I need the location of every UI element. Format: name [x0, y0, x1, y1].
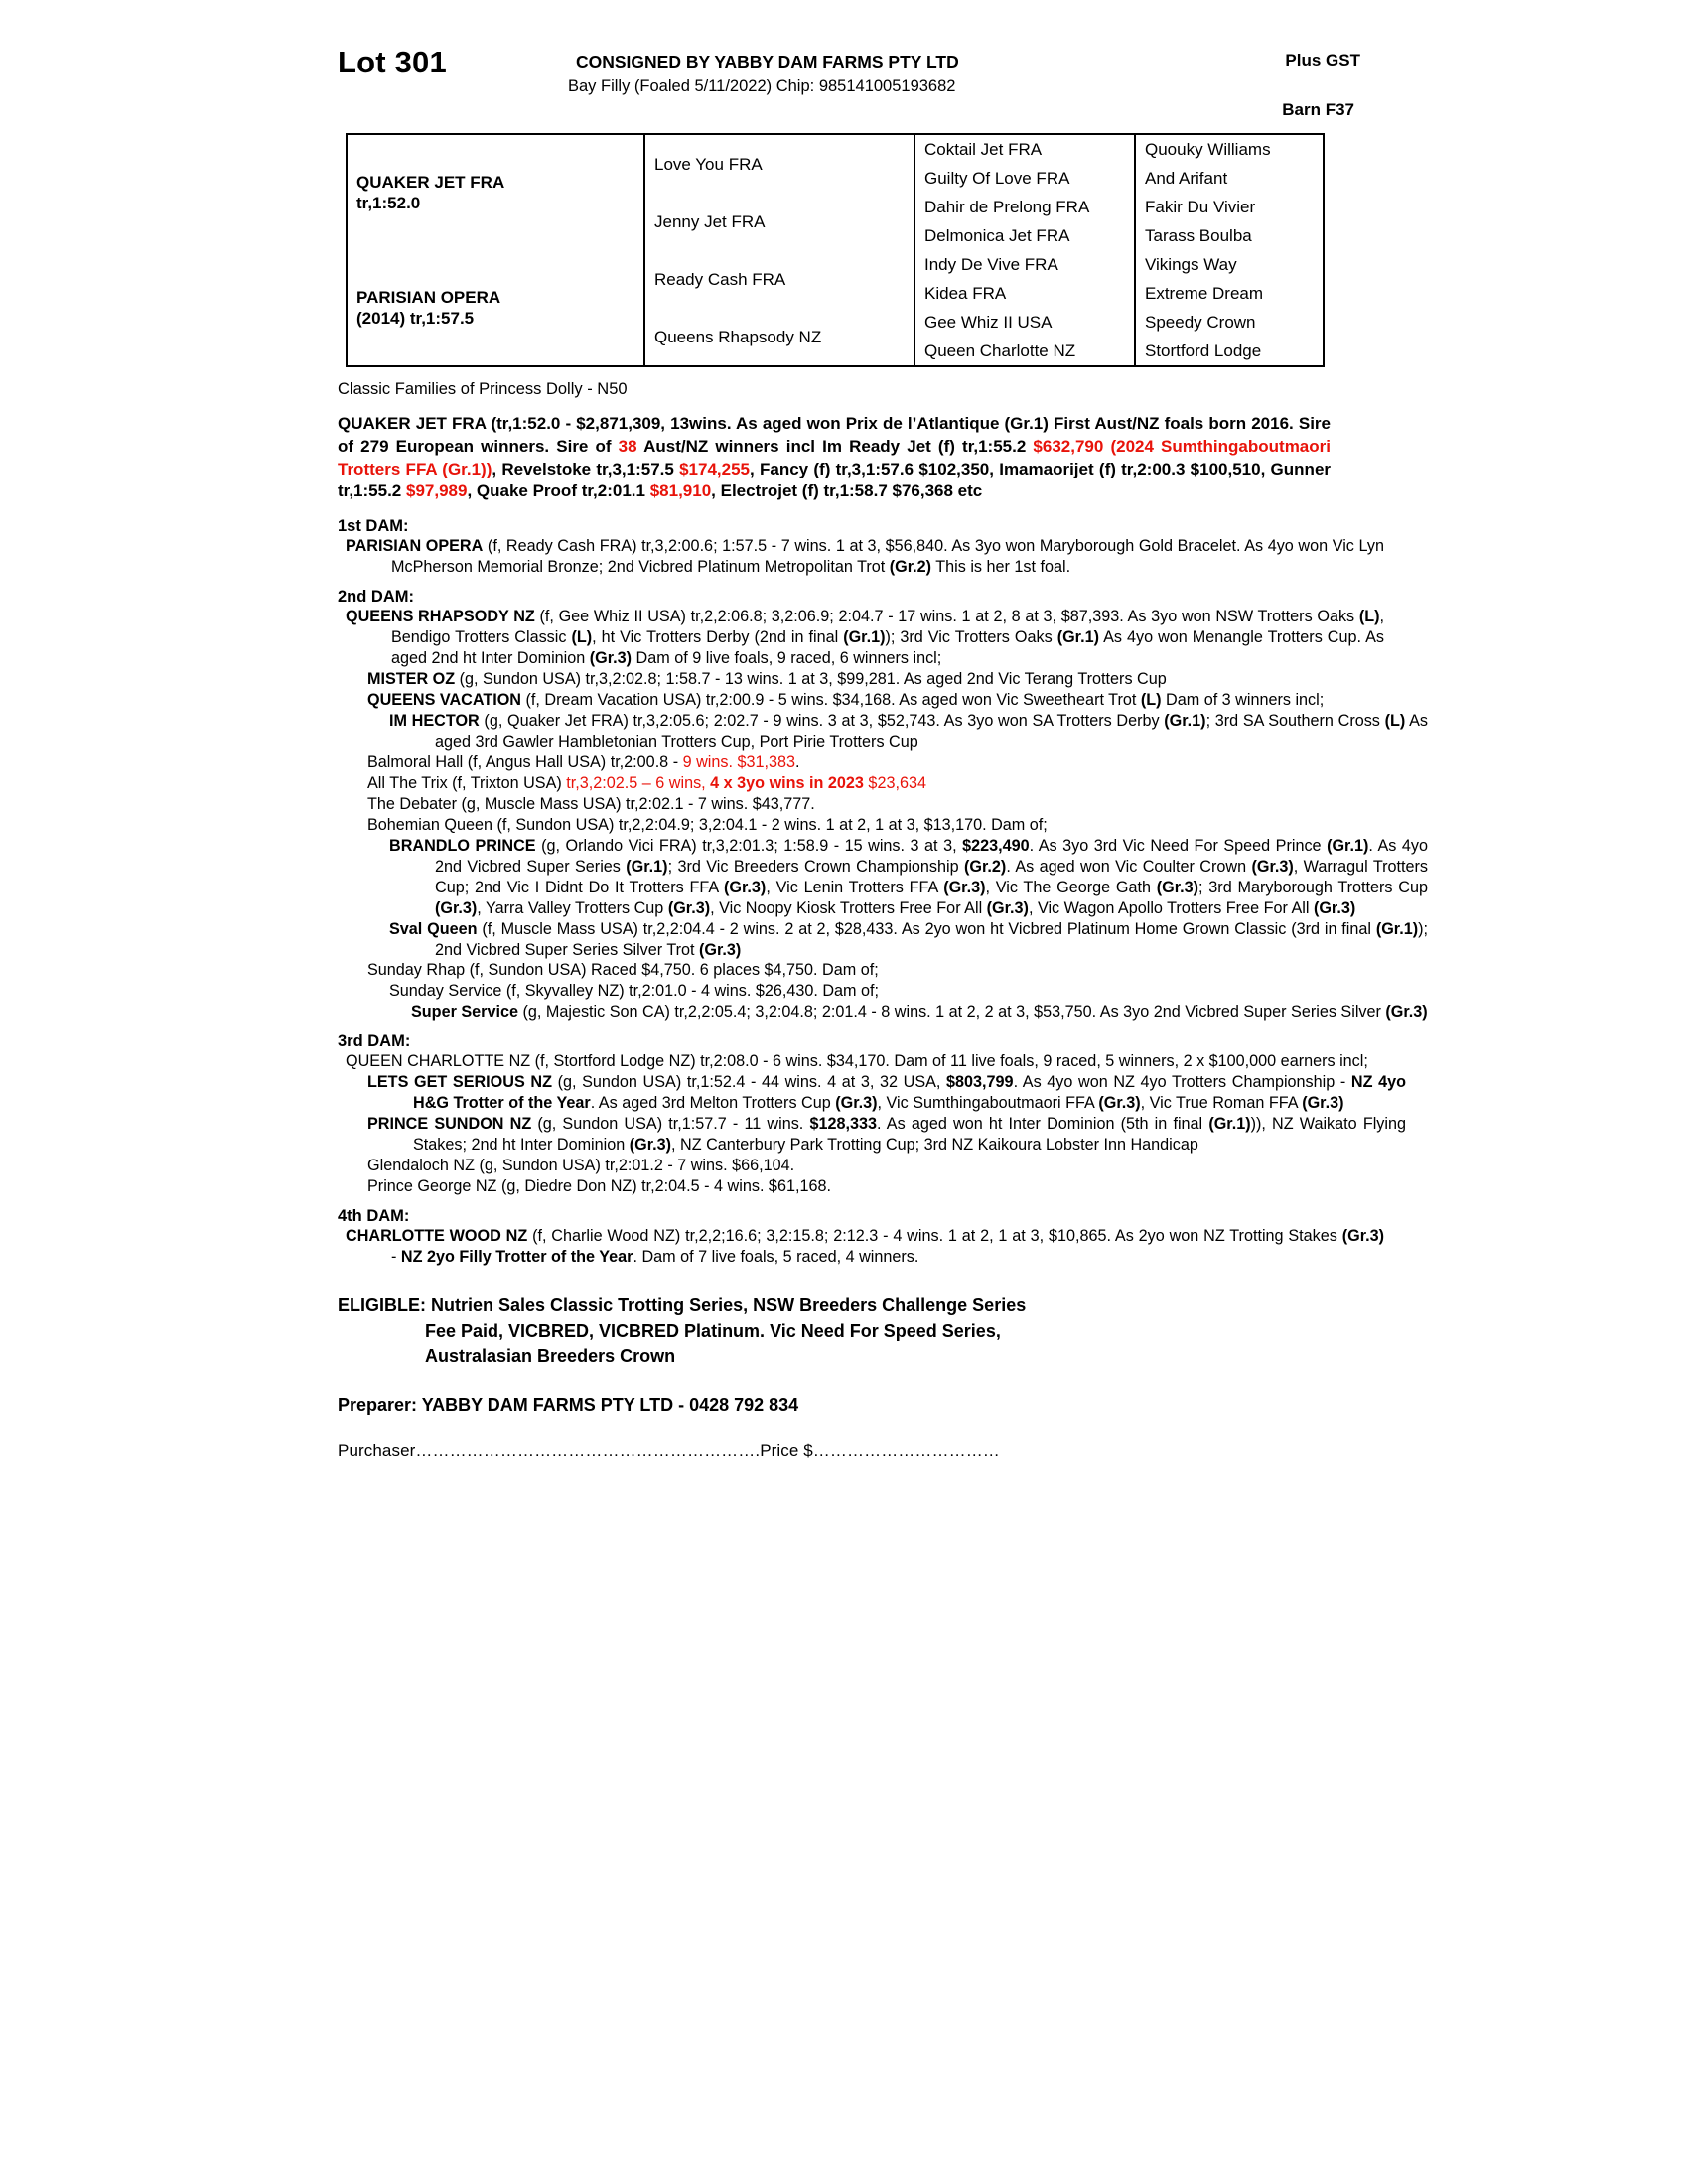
text-run: Prince George NZ (g, Diedre Don NZ) tr,2:04.5 - 4 wins. $61,168. [367, 1177, 831, 1196]
text-run: Sval Queen [389, 919, 478, 938]
pedigree-entry [346, 536, 1384, 578]
dam-section-label: 3rd DAM: [338, 1032, 411, 1051]
text-run: MISTER OZ [367, 669, 456, 688]
pedigree-entry [346, 607, 1384, 669]
text-run: CHARLOTTE WOOD NZ [346, 1227, 528, 1246]
text-run: Dam of 9 live foals, 9 raced, 6 winners incl; [632, 648, 942, 667]
text-run: , Fancy (f) tr,3,1:57.6 $102,350, Imamaorijet (f) tr,2:00.3 $100,510, Gunner tr,1:55.2 [338, 459, 1332, 501]
pedigree-cell: Ready Cash FRA [654, 269, 786, 289]
text-run: , Revelstoke tr,3,1:57.5 [492, 459, 680, 478]
text-run: Sunday Rhap (f, Sundon USA) Raced $4,750. 6 places $4,750. Dam of; [367, 961, 879, 980]
page-header [338, 45, 1360, 129]
barn-label: Barn F37 [1282, 100, 1354, 119]
pedigree-cell: Vikings Way [1145, 255, 1237, 274]
text-run: . As 4yo won NZ 4yo Trotters Championship - [1013, 1073, 1351, 1092]
pedigree-cell: Speedy Crown [1145, 313, 1256, 332]
text-run: LETS GET SERIOUS NZ [367, 1073, 552, 1092]
text-run: (Gr.1) [1375, 919, 1419, 938]
lot-number: Lot 301 [338, 45, 447, 79]
text-run: ; 3rd Maryborough Trotters Cup [1198, 878, 1428, 896]
preparer-line: Preparer: YABBY DAM FARMS PTY LTD - 0428 792 834 [338, 1394, 799, 1415]
pedigree-cell: Love You FRA [654, 154, 763, 174]
text-run: (Gr.3) [629, 1136, 672, 1155]
pedigree-entry [367, 815, 1406, 836]
text-run: (Gr.3) [435, 898, 478, 917]
eligible-line-2: Fee Paid, VICBRED, VICBRED Platinum. Vic Need For Speed Series, [425, 1320, 1001, 1341]
text-run: , ht Vic Trotters Derby (2nd in final [592, 627, 844, 646]
text-run: Aust/NZ winners incl Im Ready Jet (f) tr,1:55.2 [636, 436, 1034, 456]
text-run: (Gr.1) [1164, 711, 1206, 730]
catalogue-sheet [338, 45, 1429, 1461]
pedigree-entry [346, 1226, 1384, 1268]
eligible-block [338, 1294, 1321, 1370]
text-run: , Bendigo Trotters Classic [391, 608, 1385, 646]
text-run: This is her 1st foal. [931, 558, 1071, 577]
text-run: (f, Gee Whiz II USA) tr,2,2:06.8; 3,2:06.9; 2:04.7 - 17 wins. 1 at 2, 8 at 3, $87,393. As 3yo won NSW Trotters Oaks [534, 608, 1359, 625]
pedigree-col-grandparents [645, 135, 915, 365]
dam-block [348, 250, 643, 365]
text-run: (Gr.3) [1251, 857, 1294, 876]
text-run: Dam of 3 winners incl; [1161, 690, 1325, 709]
text-run: (Gr.3) [1156, 878, 1199, 896]
text-run: QUEEN CHARLOTTE NZ (f, Stortford Lodge NZ) tr,2:08.0 - 6 wins. $34,170. Dam of 11 live foals, 9 raced, 5 winners, 2 x $100,000 earners incl; [346, 1052, 1368, 1071]
text-run: ; 3rd SA Southern Cross [1205, 711, 1385, 730]
pedigree-entry [367, 690, 1406, 711]
plus-gst-label: Plus GST [1285, 51, 1360, 69]
text-run: PRINCE SUNDON NZ [367, 1115, 532, 1134]
text-run: (Gr.1) [1327, 836, 1369, 855]
text-run: 4 x 3yo wins in 2023 [710, 773, 864, 792]
purchaser-line: Purchaser…………………………………………………….Price $…………………………… [338, 1440, 1000, 1460]
sire-block [348, 135, 643, 250]
eligible-line-3: Australasian Breeders Crown [425, 1346, 676, 1367]
dam-name: PARISIAN OPERA [356, 287, 501, 307]
text-run: $128,333 [809, 1115, 878, 1134]
text-run: ); 3rd Vic Trotters Oaks [885, 627, 1057, 646]
consignor-line: CONSIGNED BY YABBY DAM FARMS PTY LTD [576, 52, 959, 71]
pedigree-entry [367, 669, 1406, 690]
pedigree-entry [389, 711, 1428, 752]
text-run: (g, Sundon USA) tr,1:52.4 - 44 wins. 4 at 3, 32 USA, [551, 1073, 947, 1092]
pedigree-entry [367, 1156, 1406, 1176]
pedigree-entry [367, 1072, 1406, 1114]
text-run: (Gr.3) [1302, 1094, 1344, 1113]
text-run: tr,3,2:02.5 – 6 wins, [566, 773, 711, 792]
pedigree-cell: Queens Rhapsody NZ [654, 327, 822, 346]
text-run: (g, Quaker Jet FRA) tr,3,2:05.6; 2:02.7 - 9 wins. 3 at 3, $52,743. As 3yo won SA Trotters Derby [479, 711, 1165, 730]
pedigree-col-great-grandparents [915, 135, 1136, 365]
text-run: (Gr.3) [986, 898, 1029, 917]
pedigree-entry [389, 919, 1428, 961]
text-run: (Gr.3) [1313, 898, 1356, 917]
pedigree-entry [367, 960, 1406, 981]
pedigree-cell: Gee Whiz II USA [924, 313, 1053, 332]
text-run: 9 wins. $31,383 [682, 752, 795, 771]
pedigree-cell: Fakir Du Vivier [1145, 198, 1256, 216]
text-run: $223,490 [962, 836, 1030, 855]
text-run: (Gr.3) [699, 940, 742, 959]
text-run: (Gr.1) [1208, 1115, 1251, 1134]
text-run: . As 4yo 2nd Vicbred Super Series [435, 836, 1428, 876]
text-run: (L) [571, 627, 593, 646]
text-run: As aged 3rd Gawler Hambletonian Trotters Cup, Port Pirie Trotters Cup [435, 711, 1428, 751]
text-run: (Gr.3) [589, 648, 633, 667]
text-run: QUEENS RHAPSODY NZ [346, 608, 535, 625]
text-run: (Gr.3) [724, 878, 767, 896]
pedigree-col-parents [348, 135, 645, 365]
pedigree-cell: Extreme Dream [1145, 284, 1264, 303]
text-run: , Warragul Trotters Cup; 2nd Vic I Didnt Do It Trotters FFA [435, 857, 1429, 896]
pedigree-entry [367, 1176, 1406, 1197]
pedigree-entry [367, 1114, 1406, 1156]
text-run: . As 3yo 3rd Vic Need For Speed Prince [1029, 836, 1328, 855]
text-run: ; 3rd Vic Breeders Crown Championship [667, 857, 965, 876]
text-run: Super Service [411, 1003, 518, 1022]
text-run: (f, Charlie Wood NZ) tr,2,2;16.6; 3,2:15.8; 2:12.3 - 4 wins. 1 at 2, 1 at 3, $10,865. As 2yo won NZ Trotting Stakes [527, 1227, 1342, 1246]
text-run: Glendaloch NZ (g, Sundon USA) tr,2:01.2 - 7 wins. $66,104. [367, 1157, 795, 1175]
text-run: (Gr.2) [964, 857, 1007, 876]
text-run: , Vic True Roman FFA [1140, 1094, 1303, 1113]
text-run: (g, Majestic Son CA) tr,2,2:05.4; 3,2:04.8; 2:01.4 - 8 wins. 1 at 2, 2 at 3, $53,750. As 3yo 2nd Vicbred Super Series Silver [517, 1003, 1386, 1022]
text-run: The Debater (g, Muscle Mass USA) tr,2:02.1 - 7 wins. $43,777. [367, 794, 815, 813]
dam-detail: (2014) tr,1:57.5 [356, 309, 475, 328]
pedigree-cell: Quouky Williams [1145, 140, 1271, 159]
text-run: BRANDLO PRINCE [389, 836, 536, 855]
text-run: (L) [1384, 711, 1406, 730]
text-run: . Dam of 7 live foals, 5 raced, 4 winners. [633, 1248, 919, 1267]
text-run: , Yarra Valley Trotters Cup [477, 898, 668, 917]
pedigree-cell: Guilty Of Love FRA [924, 169, 1070, 188]
text-run: $803,799 [946, 1073, 1014, 1092]
text-run: (Gr.1) [843, 627, 886, 646]
text-run: , Quake Proof tr,2:01.1 [467, 481, 650, 501]
pedigree-table [346, 133, 1325, 367]
pedigree-cell: Jenny Jet FRA [654, 211, 766, 231]
pedigree-cell: Dahir de Prelong FRA [924, 198, 1090, 216]
text-run: (Gr.3) [943, 878, 986, 896]
text-run: (Gr.3) [1341, 1227, 1384, 1246]
sire-name: QUAKER JET FRA [356, 172, 505, 192]
text-run: IM HECTOR [389, 711, 480, 730]
dam-section-label: 2nd DAM: [338, 588, 414, 606]
text-run: (g, Sundon USA) tr,1:57.7 - 11 wins. [531, 1115, 810, 1134]
text-run: As 4yo won Menangle Trotters Cup. As aged 2nd ht Inter Dominion [391, 627, 1385, 667]
text-run: (Gr.3) [1098, 1094, 1141, 1113]
dam-section-label: 1st DAM: [338, 517, 409, 536]
text-run: (Gr.1) [1056, 627, 1099, 646]
text-run: $632,790 (2024 Sumthingaboutmaori Trotters FFA (Gr.1)) [338, 436, 1331, 478]
text-run: (Gr.3) [1385, 1003, 1428, 1022]
text-run: (Gr.3) [667, 898, 711, 917]
text-run: $81,910 [649, 481, 712, 501]
pedigree-cell: Tarass Boulba [1145, 226, 1252, 245]
pedigree-entry [411, 1002, 1450, 1023]
text-run: (L) [1140, 690, 1162, 709]
text-run: , Vic Wagon Apollo Trotters Free For All [1028, 898, 1314, 917]
classic-families-line: Classic Families of Princess Dolly - N50 [338, 380, 628, 398]
pedigree-entry [346, 1051, 1384, 1072]
pedigree-cell: Queen Charlotte NZ [924, 341, 1076, 360]
text-run: (f, Ready Cash FRA) tr,3,2:00.6; 1:57.5 - 7 wins. 1 at 3, $56,840. As 3yo won Maryborough Gold Bracelet. As 4yo won Vic Lyn McPherson Memorial Bronze; 2nd Vicbred Platinum Metropolitan Trot [391, 537, 1385, 577]
text-run: Bohemian Queen (f, Sundon USA) tr,2,2:04.9; 3,2:04.1 - 2 wins. 1 at 2, 1 at 3, $13,170. Dam of; [367, 815, 1048, 834]
eligible-line-1: ELIGIBLE: Nutrien Sales Classic Trotting Series, NSW Breeders Challenge Series [338, 1296, 1027, 1316]
text-run: - [391, 1248, 401, 1267]
text-run: , Vic Sumthingaboutmaori FFA [877, 1094, 1099, 1113]
text-run: Balmoral Hall (f, Angus Hall USA) tr,2:00.8 - [367, 752, 683, 771]
dam-section-label: 4th DAM: [338, 1207, 410, 1226]
text-run: QUAKER JET FRA (tr,1:52.0 - $2,871,309, 13wins. As aged won Prix de l’Atlantique (Gr.1) First Aust/NZ foals born 2016. Sire of 279 European winners. Sire of [338, 414, 1331, 456]
pedigree-cell: Kidea FRA [924, 284, 1007, 303]
text-run: Sunday Service (f, Skyvalley NZ) tr,2:01.0 - 4 wins. $26,430. Dam of; [389, 982, 880, 1001]
text-run: NZ 4yo H&G Trotter of the Year [413, 1073, 1407, 1113]
text-run: . As aged won ht Inter Dominion (5th in final [877, 1115, 1209, 1134]
pedigree-entry [389, 981, 1428, 1002]
text-run: . [794, 752, 800, 771]
text-run: , Vic The George Gath [985, 878, 1157, 896]
pedigree-cell: Stortford Lodge [1145, 341, 1262, 360]
text-run: , Electrojet (f) tr,1:58.7 $76,368 etc [711, 481, 983, 501]
text-run: (f, Muscle Mass USA) tr,2,2:04.4 - 2 wins. 2 at 2, $28,433. As 2yo won ht Vicbred Platinum Home Grown Classic (3rd in final [477, 919, 1376, 938]
text-run: , NZ Canterbury Park Trotting Cup; 3rd NZ Kaikoura Lobster Inn Handicap [671, 1136, 1198, 1155]
text-run: , Vic Noopy Kiosk Trotters Free For All [710, 898, 987, 917]
pedigree-entry [367, 773, 1406, 794]
pedigree-entry [389, 836, 1428, 919]
text-run: QUEENS VACATION [367, 690, 521, 709]
pedigree-sections [338, 517, 1429, 1268]
pedigree-cell: Indy De Vive FRA [924, 255, 1058, 274]
horse-description: Bay Filly (Foaled 5/11/2022) Chip: 985141005193682 [568, 77, 956, 95]
text-run: (f, Dream Vacation USA) tr,2:00.9 - 5 wins. $34,168. As aged won Vic Sweetheart Trot [521, 690, 1141, 709]
pedigree-entry [367, 752, 1406, 773]
pedigree-cell: Coktail Jet FRA [924, 140, 1043, 159]
pedigree-col-gg-grandparents [1136, 135, 1321, 365]
text-run: $23,634 [863, 773, 926, 792]
text-run: All The Trix (f, Trixton USA) [367, 773, 567, 792]
sire-paragraph [338, 413, 1331, 503]
pedigree-cell: And Arifant [1145, 169, 1228, 188]
text-run: $174,255 [679, 459, 750, 478]
text-run: , Vic Lenin Trotters FFA [766, 878, 944, 896]
text-run: 38 [618, 436, 637, 456]
text-run: . As aged 3rd Melton Trotters Cup [590, 1094, 836, 1113]
text-run: (Gr.2) [889, 558, 932, 577]
pedigree-cell: Delmonica Jet FRA [924, 226, 1070, 245]
text-run: PARISIAN OPERA [346, 537, 484, 556]
text-run: (L) [1358, 608, 1380, 625]
text-run: $97,989 [406, 481, 468, 501]
text-run: (Gr.1) [626, 857, 668, 876]
pedigree-entry [367, 794, 1406, 815]
text-run: ); 2nd Vicbred Super Series Silver Trot [435, 919, 1428, 959]
text-run: (g, Sundon USA) tr,3,2:02.8; 1:58.7 - 13 wins. 1 at 3, $99,281. As aged 2nd Vic Terang Trotters Cup [455, 669, 1167, 688]
text-run: )), NZ Waikato Flying Stakes; 2nd ht Inter Dominion [413, 1115, 1406, 1155]
text-run: (Gr.3) [835, 1094, 878, 1113]
text-run: NZ 2yo Filly Trotter of the Year [400, 1248, 633, 1267]
text-run: (g, Orlando Vici FRA) tr,3,2:01.3; 1:58.9 - 15 wins. 3 at 3, [535, 836, 963, 855]
text-run: . As aged won Vic Coulter Crown [1006, 857, 1252, 876]
sire-detail: tr,1:52.0 [356, 194, 421, 212]
